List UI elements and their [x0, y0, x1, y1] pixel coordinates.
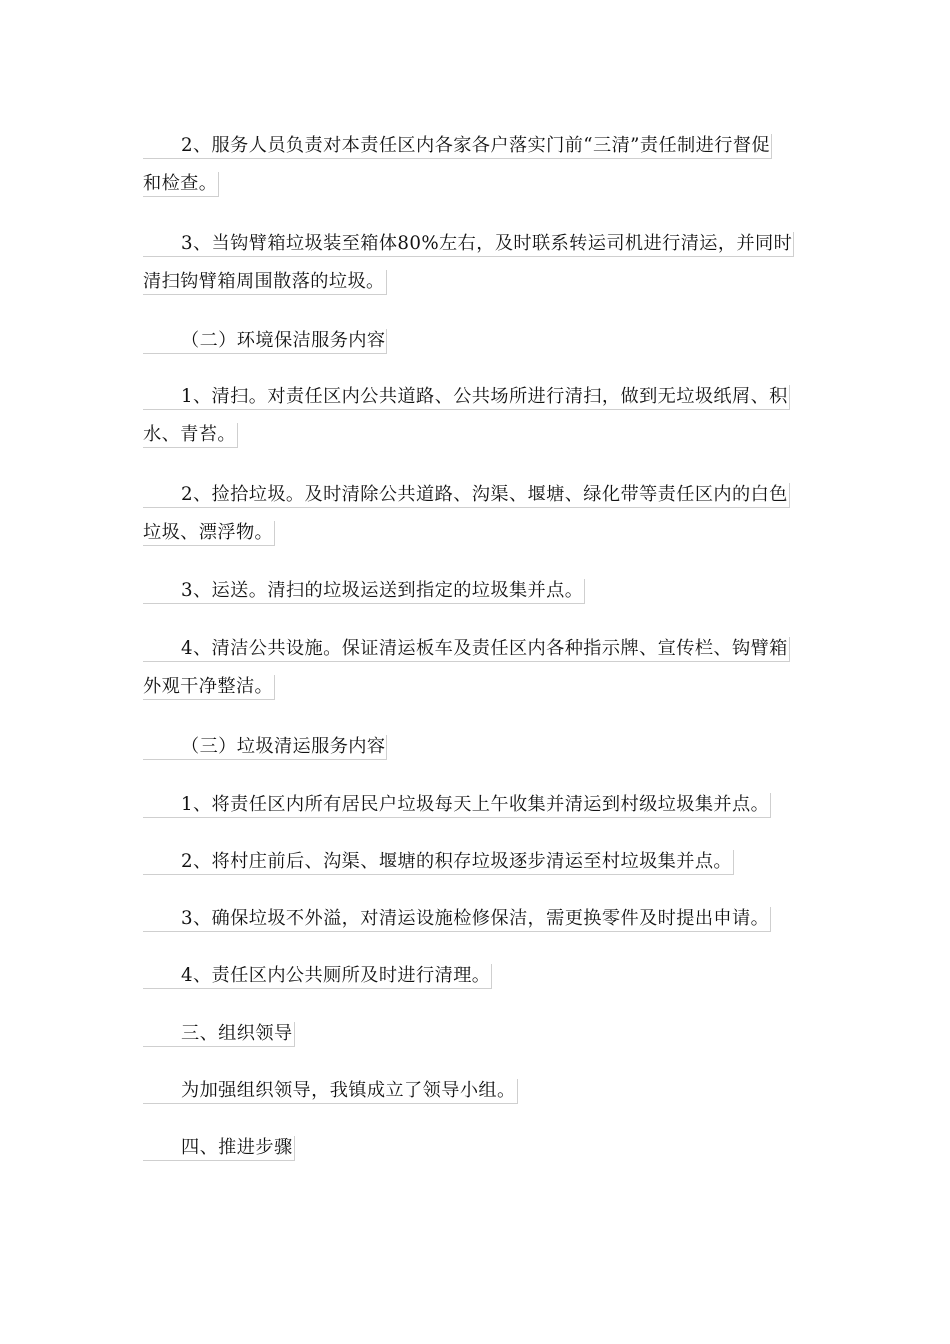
paragraph-line: 3、确保垃圾不外溢，对清运设施检修保洁，需更换零件及时提出申请。: [181, 908, 770, 929]
paragraph-public-toilets: [143, 957, 492, 995]
paragraph-accumulated-garbage: [143, 843, 734, 881]
paragraph-transport: [143, 572, 585, 610]
paragraph-line: 外观干净整洁。: [143, 676, 274, 697]
paragraph-no-overflow: [143, 900, 771, 938]
paragraph-line: 4、责任区内公共厕所及时进行清理。: [181, 965, 491, 986]
paragraph-line: 2、捡拾垃圾。及时清除公共道路、沟渠、堰塘、绿化带等责任区内的白色: [181, 484, 788, 505]
paragraph-line: 2、服务人员负责对本责任区内各家各户落实门前“三清”责任制进行督促: [181, 135, 770, 156]
paragraph-hook-arm-box: [143, 225, 794, 301]
paragraph-household-collection: [143, 786, 771, 824]
paragraph-line: 3、当钩臂箱垃圾装至箱体80%左右，及时联系转运司机进行清运，并同时: [181, 233, 793, 254]
section-heading-cleaning-service: [143, 322, 387, 360]
heading-line: （二）环境保洁服务内容: [181, 330, 386, 351]
heading-line: 四、推进步骤: [181, 1137, 293, 1158]
heading-line: （三）垃圾清运服务内容: [181, 736, 386, 757]
paragraph-leading-group: [143, 1072, 518, 1110]
paragraph-sweeping: [143, 378, 790, 454]
paragraph-line: 3、运送。清扫的垃圾运送到指定的垃圾集并点。: [181, 580, 584, 601]
paragraph-line: 2、将村庄前后、沟渠、堰塘的积存垃圾逐步清运至村垃圾集并点。: [181, 851, 733, 872]
paragraph-line: 垃圾、漂浮物。: [143, 522, 274, 543]
paragraph-public-facilities: [143, 630, 790, 706]
paragraph-line: 1、将责任区内所有居民户垃圾每天上午收集并清运到村级垃圾集并点。: [181, 794, 770, 815]
paragraph-line: 水、青苔。: [143, 424, 236, 445]
paragraph-line: 4、清洁公共设施。保证清运板车及责任区内各种指示牌、宣传栏、钩臂箱: [181, 638, 788, 659]
paragraph-line: 和检查。: [143, 173, 218, 194]
section-heading-organization: [143, 1015, 295, 1053]
section-heading-garbage-transport: [143, 728, 387, 766]
paragraph-litter-picking: [143, 476, 790, 552]
section-heading-steps: [143, 1129, 295, 1167]
paragraph-sanitation-supervision: [143, 127, 772, 203]
paragraph-line: 清扫钩臂箱周围散落的垃圾。: [143, 271, 385, 292]
heading-line: 三、组织领导: [181, 1023, 293, 1044]
paragraph-line: 1、清扫。对责任区内公共道路、公共场所进行清扫，做到无垃圾纸屑、积: [181, 386, 788, 407]
paragraph-line: 为加强组织领导，我镇成立了领导小组。: [181, 1080, 516, 1101]
